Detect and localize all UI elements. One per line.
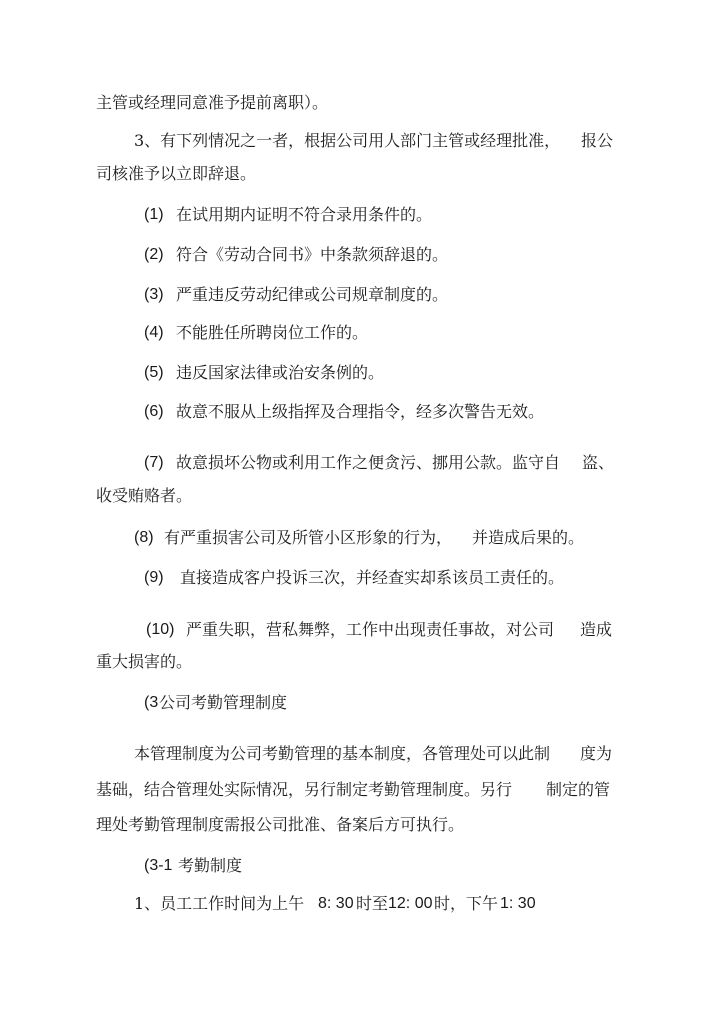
section-heading: 公司考勤管理制度	[159, 693, 288, 712]
text-fragment: 时至	[356, 894, 389, 913]
item-text: 严重失职，营私舞弊，工作中出现责任事故，对公司	[186, 620, 555, 639]
item-text: 符合《劳动合同书》中条款须辞退的。	[176, 245, 449, 264]
subsection-heading: 考勤制度	[178, 856, 243, 875]
paragraph-line: 基础，结合管理处实际情况，另行制定考勤管理制度。另行	[96, 780, 513, 799]
time-value: 12: 00	[388, 895, 433, 912]
clause-3-line: 3、有下列情况之一者，根据公司用人部门主管或经理批准，	[134, 131, 561, 150]
work-hours-text: 1、员工工作时间为上午	[134, 894, 305, 913]
paragraph-line: 理处考勤管理制度需报公司批准、备案后方可执行。	[96, 815, 465, 834]
item-text: 有严重损害公司及所管小区形象的行为，	[164, 528, 453, 547]
item-number: (4)	[144, 324, 164, 341]
item-number: (7)	[144, 454, 164, 471]
text-fragment: 造成	[580, 620, 613, 639]
time-value: 1: 30	[500, 895, 536, 912]
item-number: (3)	[144, 286, 164, 303]
item-text: 收受贿赂者。	[96, 486, 193, 505]
item-text: 不能胜任所聘岗位工作的。	[176, 323, 369, 342]
item-number: (10)	[146, 621, 175, 638]
item-number: (2)	[144, 246, 164, 263]
text-fragment: 度为	[580, 744, 613, 763]
text-line: 司核准予以立即辞退。	[96, 164, 257, 183]
item-number: (6)	[144, 403, 164, 420]
text-fragment: 报公	[581, 131, 614, 150]
item-text: 重大损害的。	[96, 652, 193, 671]
item-number: (1)	[144, 206, 164, 223]
item-number: (8)	[134, 529, 154, 546]
text-fragment: 制定的管	[546, 780, 611, 799]
text-line: 主管或经理同意准予提前离职）。	[96, 93, 329, 112]
time-value: 8: 30	[318, 895, 354, 912]
item-number: (9)	[144, 569, 164, 586]
text-fragment: 时，下午	[434, 894, 499, 913]
item-text: 直接造成客户投诉三次，并经查实却系该员工责任的。	[180, 568, 565, 587]
item-text: 故意不服从上级指挥及合理指令，经多次警告无效。	[176, 402, 545, 421]
item-text: 故意损坏公物或利用工作之便贪污、挪用公款。监守自	[176, 453, 561, 472]
subsection-number: (3-1	[144, 857, 173, 874]
item-number: (5)	[144, 364, 164, 381]
text-fragment: 并造成后果的。	[472, 528, 585, 547]
item-text: 严重违反劳动纪律或公司规章制度的。	[176, 285, 449, 304]
text-fragment: 盗、	[582, 453, 615, 472]
item-text: 在试用期内证明不符合录用条件的。	[176, 205, 433, 224]
section-number: (3	[144, 694, 159, 711]
paragraph-line: 本管理制度为公司考勤管理的基本制度，各管理处可以此制	[134, 744, 551, 763]
item-text: 违反国家法律或治安条例的。	[176, 363, 385, 382]
